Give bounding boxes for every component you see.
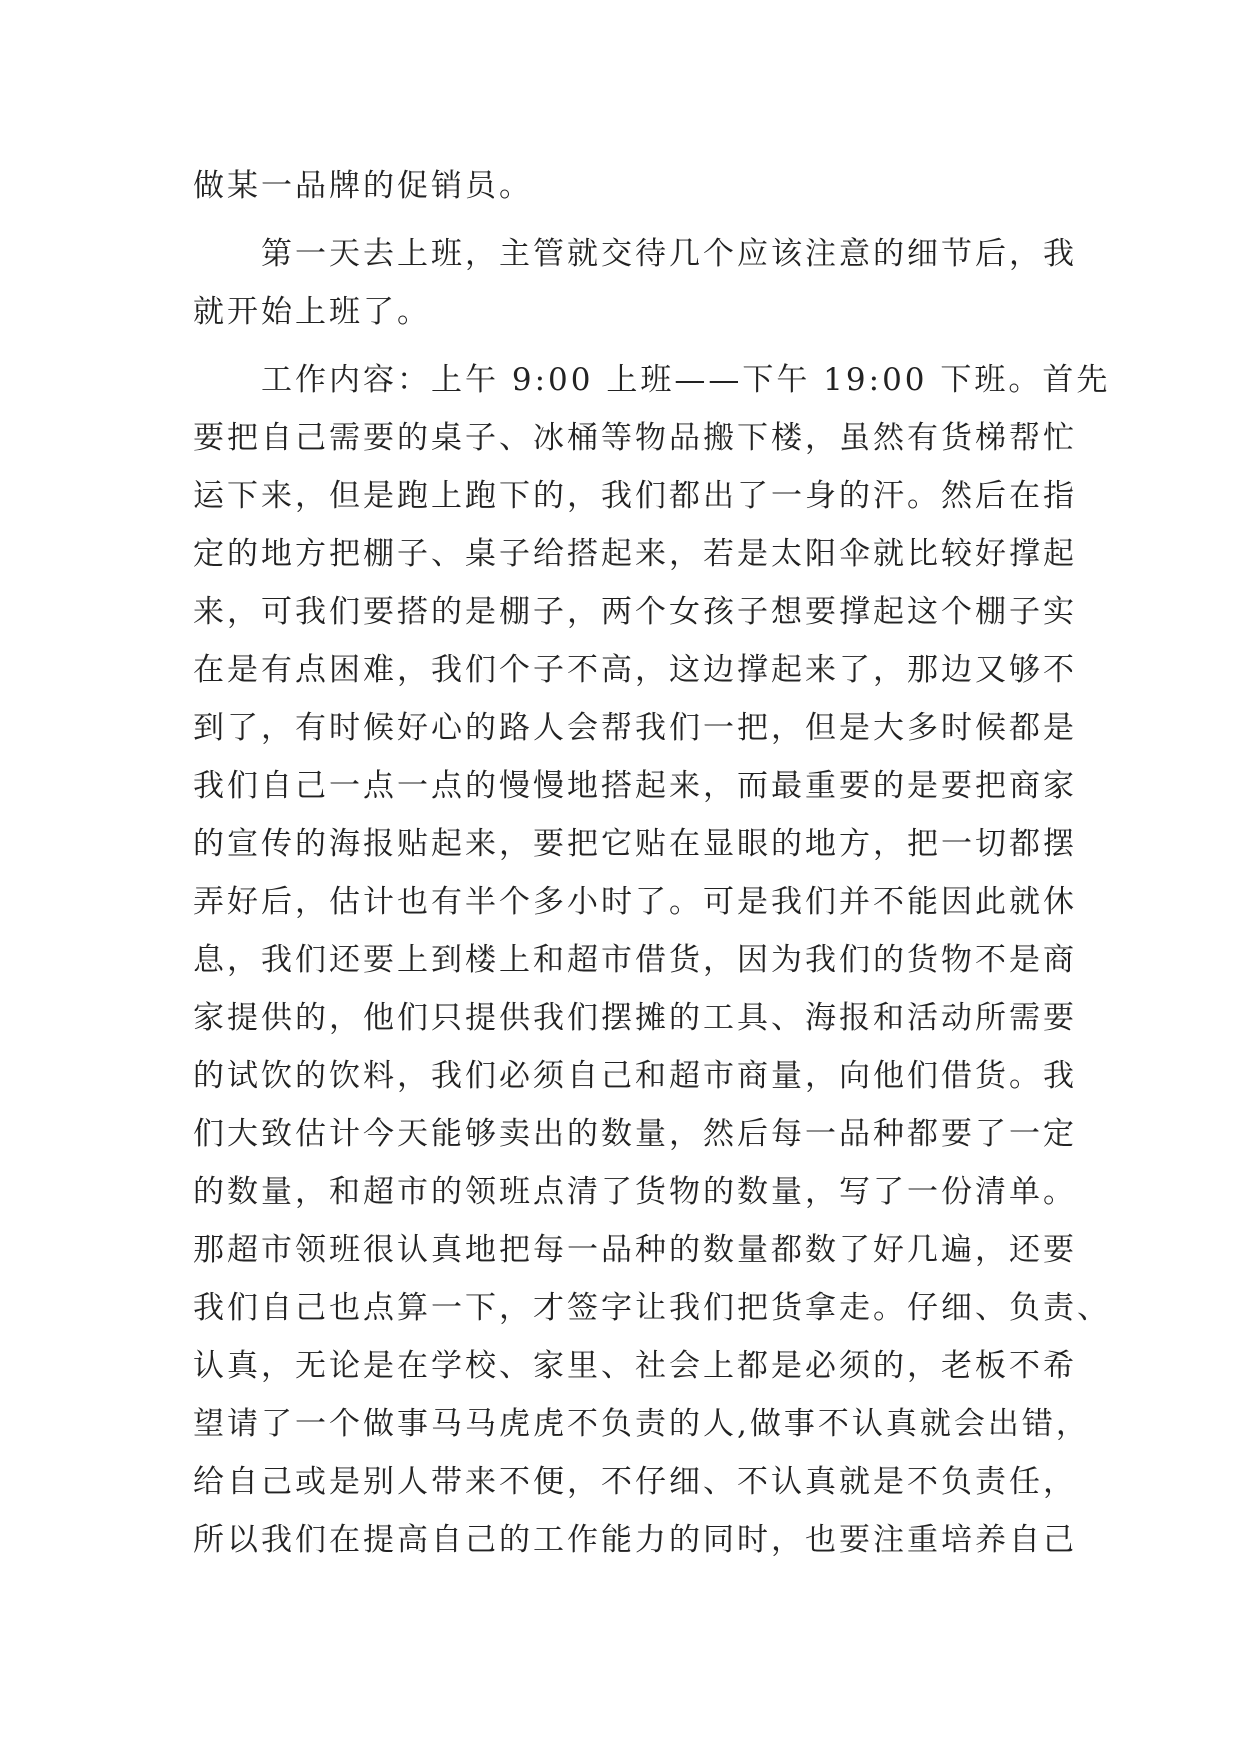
text-line: 息，我们还要上到楼上和超市借货，因为我们的货物不是商 xyxy=(193,942,1077,978)
text-line: 就开始上班了。 xyxy=(193,294,431,330)
text-line: 运下来，但是跑上跑下的，我们都出了一身的汗。然后在指 xyxy=(193,478,1077,514)
text-line: 所以我们在提高自己的工作能力的同时，也要注重培养自己 xyxy=(193,1522,1077,1558)
text-line: 们大致估计今天能够卖出的数量，然后每一品种都要了一定 xyxy=(193,1116,1077,1152)
text-line: 那超市领班很认真地把每一品种的数量都数了好几遍，还要 xyxy=(193,1232,1077,1268)
paragraph-first-line: 工作内容：上午 9:00 上班——下午 19:00 下班。首先 xyxy=(261,362,1111,398)
text-line: 的数量，和超市的领班点清了货物的数量，写了一份清单。 xyxy=(193,1174,1077,1210)
text-line: 我们自己也点算一下，才签字让我们把货拿走。仔细、负责、 xyxy=(193,1290,1111,1326)
text-line: 弄好后，估计也有半个多小时了。可是我们并不能因此就休 xyxy=(193,884,1077,920)
text-line: 的宣传的海报贴起来，要把它贴在显眼的地方，把一切都摆 xyxy=(193,826,1077,862)
text-line: 望请了一个做事马马虎虎不负责的人,做事不认真就会出错， xyxy=(193,1406,1090,1442)
text-line: 的试饮的饮料，我们必须自己和超市商量，向他们借货。我 xyxy=(193,1058,1077,1094)
paragraph-first-line: 第一天去上班，主管就交待几个应该注意的细节后，我 xyxy=(261,236,1077,272)
text-line: 我们自己一点一点的慢慢地搭起来，而最重要的是要把商家 xyxy=(193,768,1077,804)
text-line: 给自己或是别人带来不便，不仔细、不认真就是不负责任， xyxy=(193,1464,1077,1500)
text-line: 定的地方把棚子、桌子给搭起来，若是太阳伞就比较好撑起 xyxy=(193,536,1077,572)
text-line: 要把自己需要的桌子、冰桶等物品搬下楼，虽然有货梯帮忙 xyxy=(193,420,1077,456)
text-line: 认真，无论是在学校、家里、社会上都是必须的，老板不希 xyxy=(193,1348,1077,1384)
text-line: 家提供的，他们只提供我们摆摊的工具、海报和活动所需要 xyxy=(193,1000,1077,1036)
text-line: 来，可我们要搭的是棚子，两个女孩子想要撑起这个棚子实 xyxy=(193,594,1077,630)
text-line: 到了，有时候好心的路人会帮我们一把，但是大多时候都是 xyxy=(193,710,1077,746)
document-body xyxy=(193,157,1111,1569)
text-line: 做某一品牌的促销员。 xyxy=(193,168,533,204)
text-line: 在是有点困难，我们个子不高，这边撑起来了，那边又够不 xyxy=(193,652,1077,688)
